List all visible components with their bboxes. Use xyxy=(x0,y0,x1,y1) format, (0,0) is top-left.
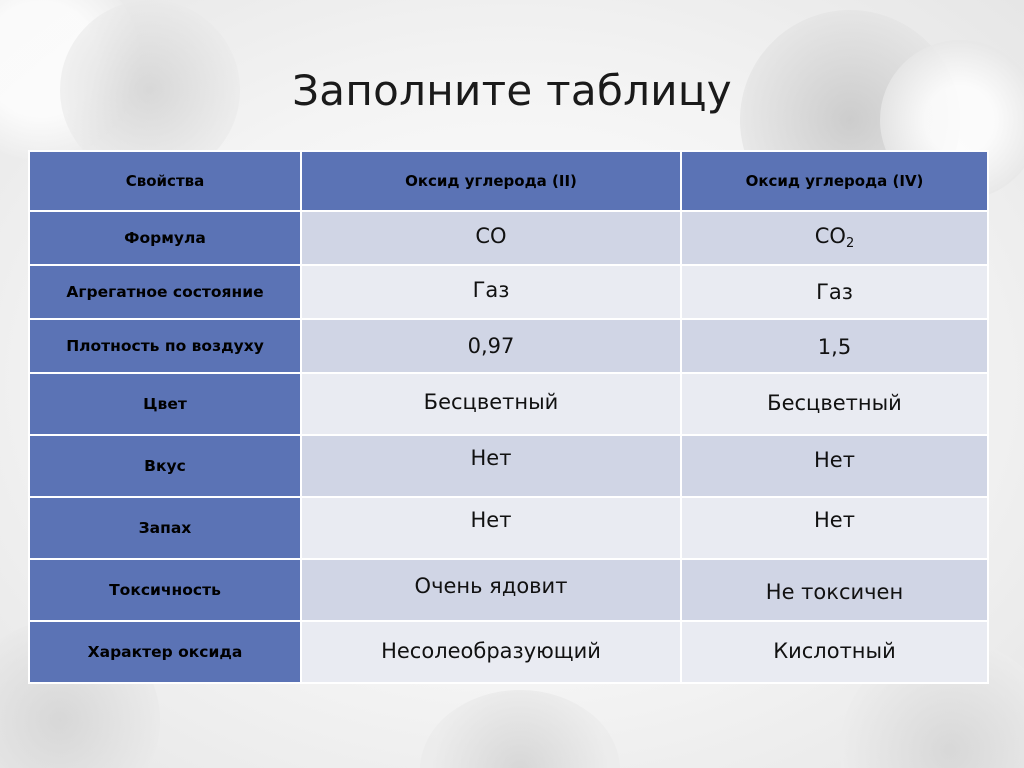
cell-text: Газ xyxy=(816,280,853,304)
properties-table xyxy=(28,150,989,684)
header-co2: Оксид углерода (IV) xyxy=(681,151,988,211)
row-label: Токсичность xyxy=(29,559,301,621)
formula-subscript: 2 xyxy=(845,236,855,251)
table-row xyxy=(29,265,988,319)
cell-co xyxy=(301,265,681,319)
cell-text: Не токсичен xyxy=(765,580,904,604)
header-co: Оксид углерода (II) xyxy=(301,151,681,211)
row-label: Плотность по воздуху xyxy=(29,319,301,373)
table-row xyxy=(29,621,988,683)
cell-co xyxy=(301,373,681,435)
table-row xyxy=(29,435,988,497)
row-label: Агрегатное состояние xyxy=(29,265,301,319)
cell-text: Нет xyxy=(470,446,512,470)
row-label: Формула xyxy=(29,211,301,265)
table-row xyxy=(29,319,988,373)
cell-text: 0,97 xyxy=(467,334,515,358)
bubble-decoration xyxy=(420,690,620,768)
cell-co2 xyxy=(681,435,988,497)
cell-co2 xyxy=(681,373,988,435)
cell-text: Бесцветный xyxy=(423,390,559,414)
table-row xyxy=(29,497,988,559)
cell-co xyxy=(301,621,681,683)
table-row xyxy=(29,211,988,265)
table-header-row xyxy=(29,151,988,211)
cell-text xyxy=(815,224,854,251)
row-label: Вкус xyxy=(29,435,301,497)
cell-co2 xyxy=(681,211,988,265)
cell-text: Очень ядовит xyxy=(414,574,568,598)
row-label: Запах xyxy=(29,497,301,559)
row-label: Цвет xyxy=(29,373,301,435)
cell-text: Кислотный xyxy=(773,639,896,663)
cell-text: Газ xyxy=(472,278,510,302)
table-row xyxy=(29,373,988,435)
cell-co xyxy=(301,559,681,621)
cell-co2 xyxy=(681,559,988,621)
table-row xyxy=(29,559,988,621)
cell-text: CO xyxy=(475,224,507,248)
cell-text: Бесцветный xyxy=(767,391,902,415)
cell-co2 xyxy=(681,497,988,559)
cell-text: Нет xyxy=(470,508,512,532)
cell-co xyxy=(301,497,681,559)
cell-co xyxy=(301,319,681,373)
cell-co xyxy=(301,435,681,497)
page-title: Заполните таблицу xyxy=(292,66,732,115)
cell-text: Нет xyxy=(814,448,855,472)
header-properties: Свойства xyxy=(29,151,301,211)
cell-co2 xyxy=(681,621,988,683)
cell-co xyxy=(301,211,681,265)
cell-co2 xyxy=(681,319,988,373)
cell-text: Несолеобразующий xyxy=(381,639,601,663)
cell-co2 xyxy=(681,265,988,319)
row-label: Характер оксида xyxy=(29,621,301,683)
cell-text: 1,5 xyxy=(817,335,852,359)
cell-text: Нет xyxy=(814,508,855,532)
formula-text: CO xyxy=(814,224,846,248)
